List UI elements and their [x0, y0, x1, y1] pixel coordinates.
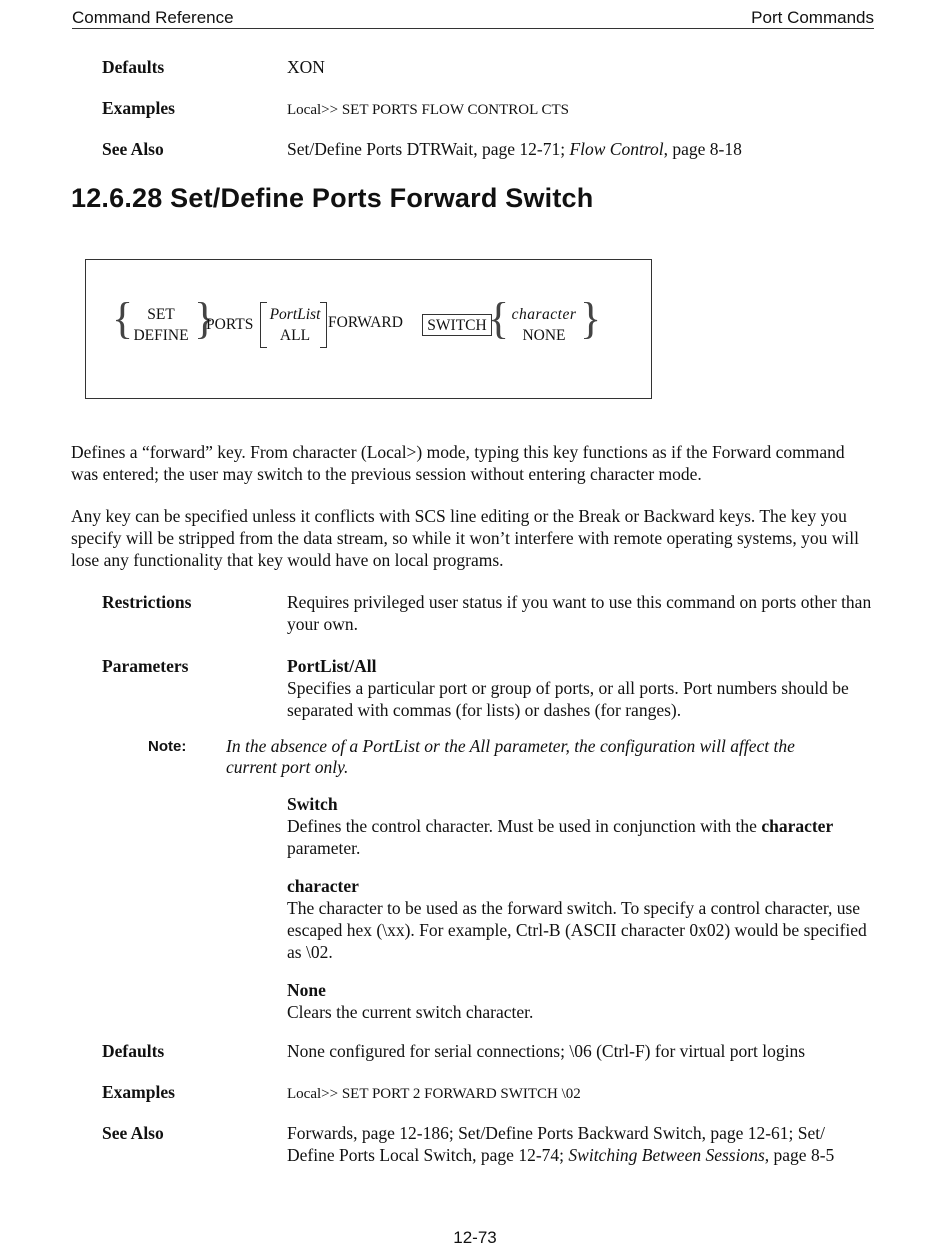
see-also-value-2: Forwards, page 12-186; Set/Define Ports Backward Switch, page 12-61; Set/ Define Ports Local Switch, page 12-74; Switching Between Sessions, page 8-5 — [287, 1123, 835, 1165]
page-header — [72, 6, 874, 29]
defaults-value: XON — [287, 57, 325, 77]
section-title: 12.6.28 Set/Define Ports Forward Switch — [71, 183, 594, 213]
none-param — [287, 979, 874, 1023]
none-text: Clears the current switch character. — [287, 1002, 534, 1022]
paragraph-1: Defines a “forward” key. From character (Local>) mode, typing this key functions as if the Forward command was entered; the user may switch to the previous session without entering character mode. — [71, 442, 845, 484]
portlist-text: Specifies a particular port or group of ports, or all ports. Port numbers should be separated with commas (for lists) or dashes (for ranges). — [287, 678, 849, 720]
character-title: character — [287, 876, 359, 896]
note-label: Note: — [148, 738, 187, 755]
syntax-character-none: character NONE — [511, 306, 577, 344]
paragraph-2: Any key can be specified unless it conflicts with SCS line editing or the Break or Backward keys. The key you specify will be stripped from the data stream, so while it won’t interfere with remote operating systems, you will lose any functionality that key would have on local programs. — [71, 506, 859, 570]
none-title: None — [287, 980, 326, 1000]
restrictions-text: Requires privileged user status if you want to use this command on ports other than your own. — [287, 592, 872, 634]
defaults-label-2: Defaults — [102, 1041, 165, 1061]
right-bracket-icon — [320, 302, 327, 348]
right-brace-icon: } — [194, 294, 216, 343]
character-param — [287, 875, 874, 963]
syntax-diagram — [85, 259, 652, 399]
see-also-label: See Also — [102, 139, 164, 159]
left-brace-icon: { — [112, 294, 134, 343]
portlist-param — [287, 655, 874, 721]
defaults-value-2: None configured for serial connections; \06 (Ctrl-F) for virtual port logins — [287, 1041, 806, 1061]
note-text: In the absence of a PortList or the All parameter, the configuration will affect the current port only. — [226, 736, 795, 777]
syntax-switch: SWITCH — [427, 317, 487, 334]
parameters-label: Parameters — [102, 656, 189, 676]
left-brace-icon-2: { — [488, 294, 510, 343]
syntax-portlist-all: PortList ALL — [269, 306, 321, 344]
examples-label: Examples — [102, 98, 175, 118]
page-number: 12-73 — [453, 1228, 497, 1247]
see-also-label-2: See Also — [102, 1123, 164, 1143]
portlist-title: PortList/All — [287, 656, 377, 676]
syntax-forward: FORWARD — [328, 314, 403, 331]
examples-value: Local>> SET PORTS FLOW CONTROL CTS — [287, 102, 570, 118]
syntax-set-define: SET DEFINE — [133, 306, 189, 344]
see-also-value: Set/Define Ports DTRWait, page 12-71; Flow Control, page 8-18 — [287, 139, 742, 159]
restrictions-label: Restrictions — [102, 592, 192, 612]
right-brace-icon-2: } — [580, 294, 602, 343]
header-right: Port Commands — [751, 8, 874, 27]
switch-param — [287, 793, 874, 859]
character-text: The character to be used as the forward switch. To specify a control character, use escaped hex (\xx). For example, Ctrl-B (ASCII character 0x02) would be specified as \02. — [287, 898, 867, 962]
syntax-ports: PORTS — [206, 316, 254, 333]
header-left: Command Reference — [72, 8, 234, 27]
switch-title: Switch — [287, 794, 338, 814]
examples-label-2: Examples — [102, 1082, 175, 1102]
switch-text: Defines the control character. Must be used in conjunction with the character parameter. — [287, 816, 834, 858]
defaults-label: Defaults — [102, 57, 165, 77]
examples-value-2: Local>> SET PORT 2 FORWARD SWITCH \02 — [287, 1086, 581, 1102]
